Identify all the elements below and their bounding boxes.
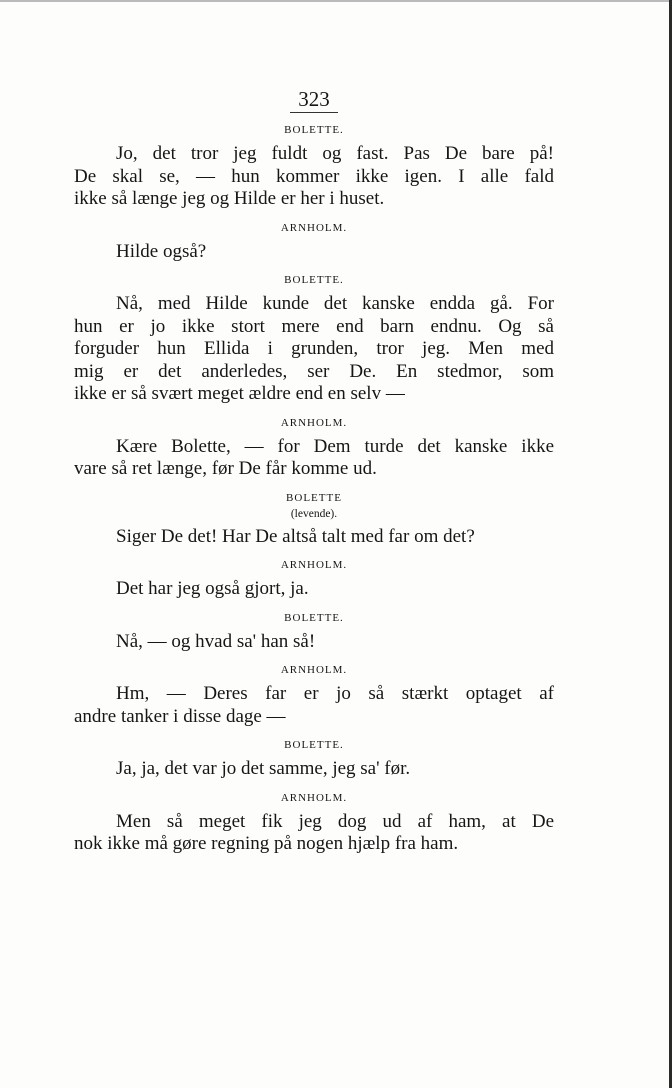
dialogue: [74, 123, 554, 856]
speaker-name: BOLETTE.: [284, 739, 344, 751]
speech-line: hun er jo ikke stort mere end barn endnu. Og så: [74, 315, 554, 337]
speech-line: mig er det anderledes, ser De. En stedmor, som: [74, 360, 554, 382]
speech-line: andre tanker i disse dage —: [74, 705, 286, 727]
speech: [74, 436, 554, 481]
speech-line: Det har jeg også gjort, ja.: [116, 578, 309, 599]
speech: [74, 811, 554, 856]
speech-line: Siger De det! Har De altså talt med far om det?: [116, 525, 475, 547]
speech-line: Kære Bolette, — for Dem turde det kanske ikke: [116, 435, 554, 457]
speech-line: De skal se, — hun kommer ikke igen. I alle fald: [74, 165, 554, 187]
speech-line: Men så meget fik jeg dog ud af ham, at De: [116, 810, 554, 832]
speech: [74, 758, 554, 781]
speech: [74, 578, 554, 601]
speech: [74, 293, 554, 406]
speaker-name: ARNHOLM.: [280, 791, 348, 804]
speech: [74, 241, 554, 264]
page-number-rule: [290, 112, 338, 113]
speaker-name: ARNHOLM.: [280, 559, 348, 571]
page-number: 323: [298, 87, 330, 111]
speech: [74, 683, 554, 728]
speech-line: Jo, det tror jeg fuldt og fast. Pas De bare på!: [116, 143, 554, 164]
speech-line: ikke så længe jeg og Hilde er her i huset.: [74, 188, 385, 209]
speaker-name: BOLETTE.: [284, 274, 344, 286]
speaker-name: ARNHOLM.: [280, 416, 348, 429]
stage-direction: (levende).: [290, 507, 338, 520]
speech-line: forguder hun Ellida i grunden, tror jeg. Men med: [74, 338, 554, 359]
speech: [74, 143, 554, 211]
page-top-edge: [0, 0, 672, 2]
book-page: [74, 86, 554, 856]
speaker-name: BOLETTE.: [284, 611, 344, 624]
speech-line: nok ikke må gøre regning på nogen hjælp fra ham.: [74, 833, 459, 854]
speech-line: Hilde også?: [116, 240, 207, 262]
speech: [74, 526, 554, 549]
speech-line: vare så ret længe, før De får komme ud.: [74, 458, 377, 479]
speech-line: Hm, — Deres far er jo så stærkt optaget af: [116, 683, 554, 704]
speech: [74, 631, 554, 654]
speech-line: Nå, med Hilde kunde det kanske endda gå. For: [116, 293, 554, 314]
speech-line: ikke er så svært meget ældre end en selv —: [74, 383, 405, 404]
speaker-name: ARNHOLM.: [280, 221, 348, 234]
speaker-name: ARNHOLM.: [280, 664, 348, 676]
speech-line: Ja, ja, det var jo det samme, jeg sa' før.: [116, 758, 411, 779]
speaker-name: BOLETTE: [286, 491, 342, 504]
speaker-name: BOLETTE.: [284, 124, 344, 136]
speech-line: Nå, — og hvad sa' han så!: [116, 630, 316, 652]
